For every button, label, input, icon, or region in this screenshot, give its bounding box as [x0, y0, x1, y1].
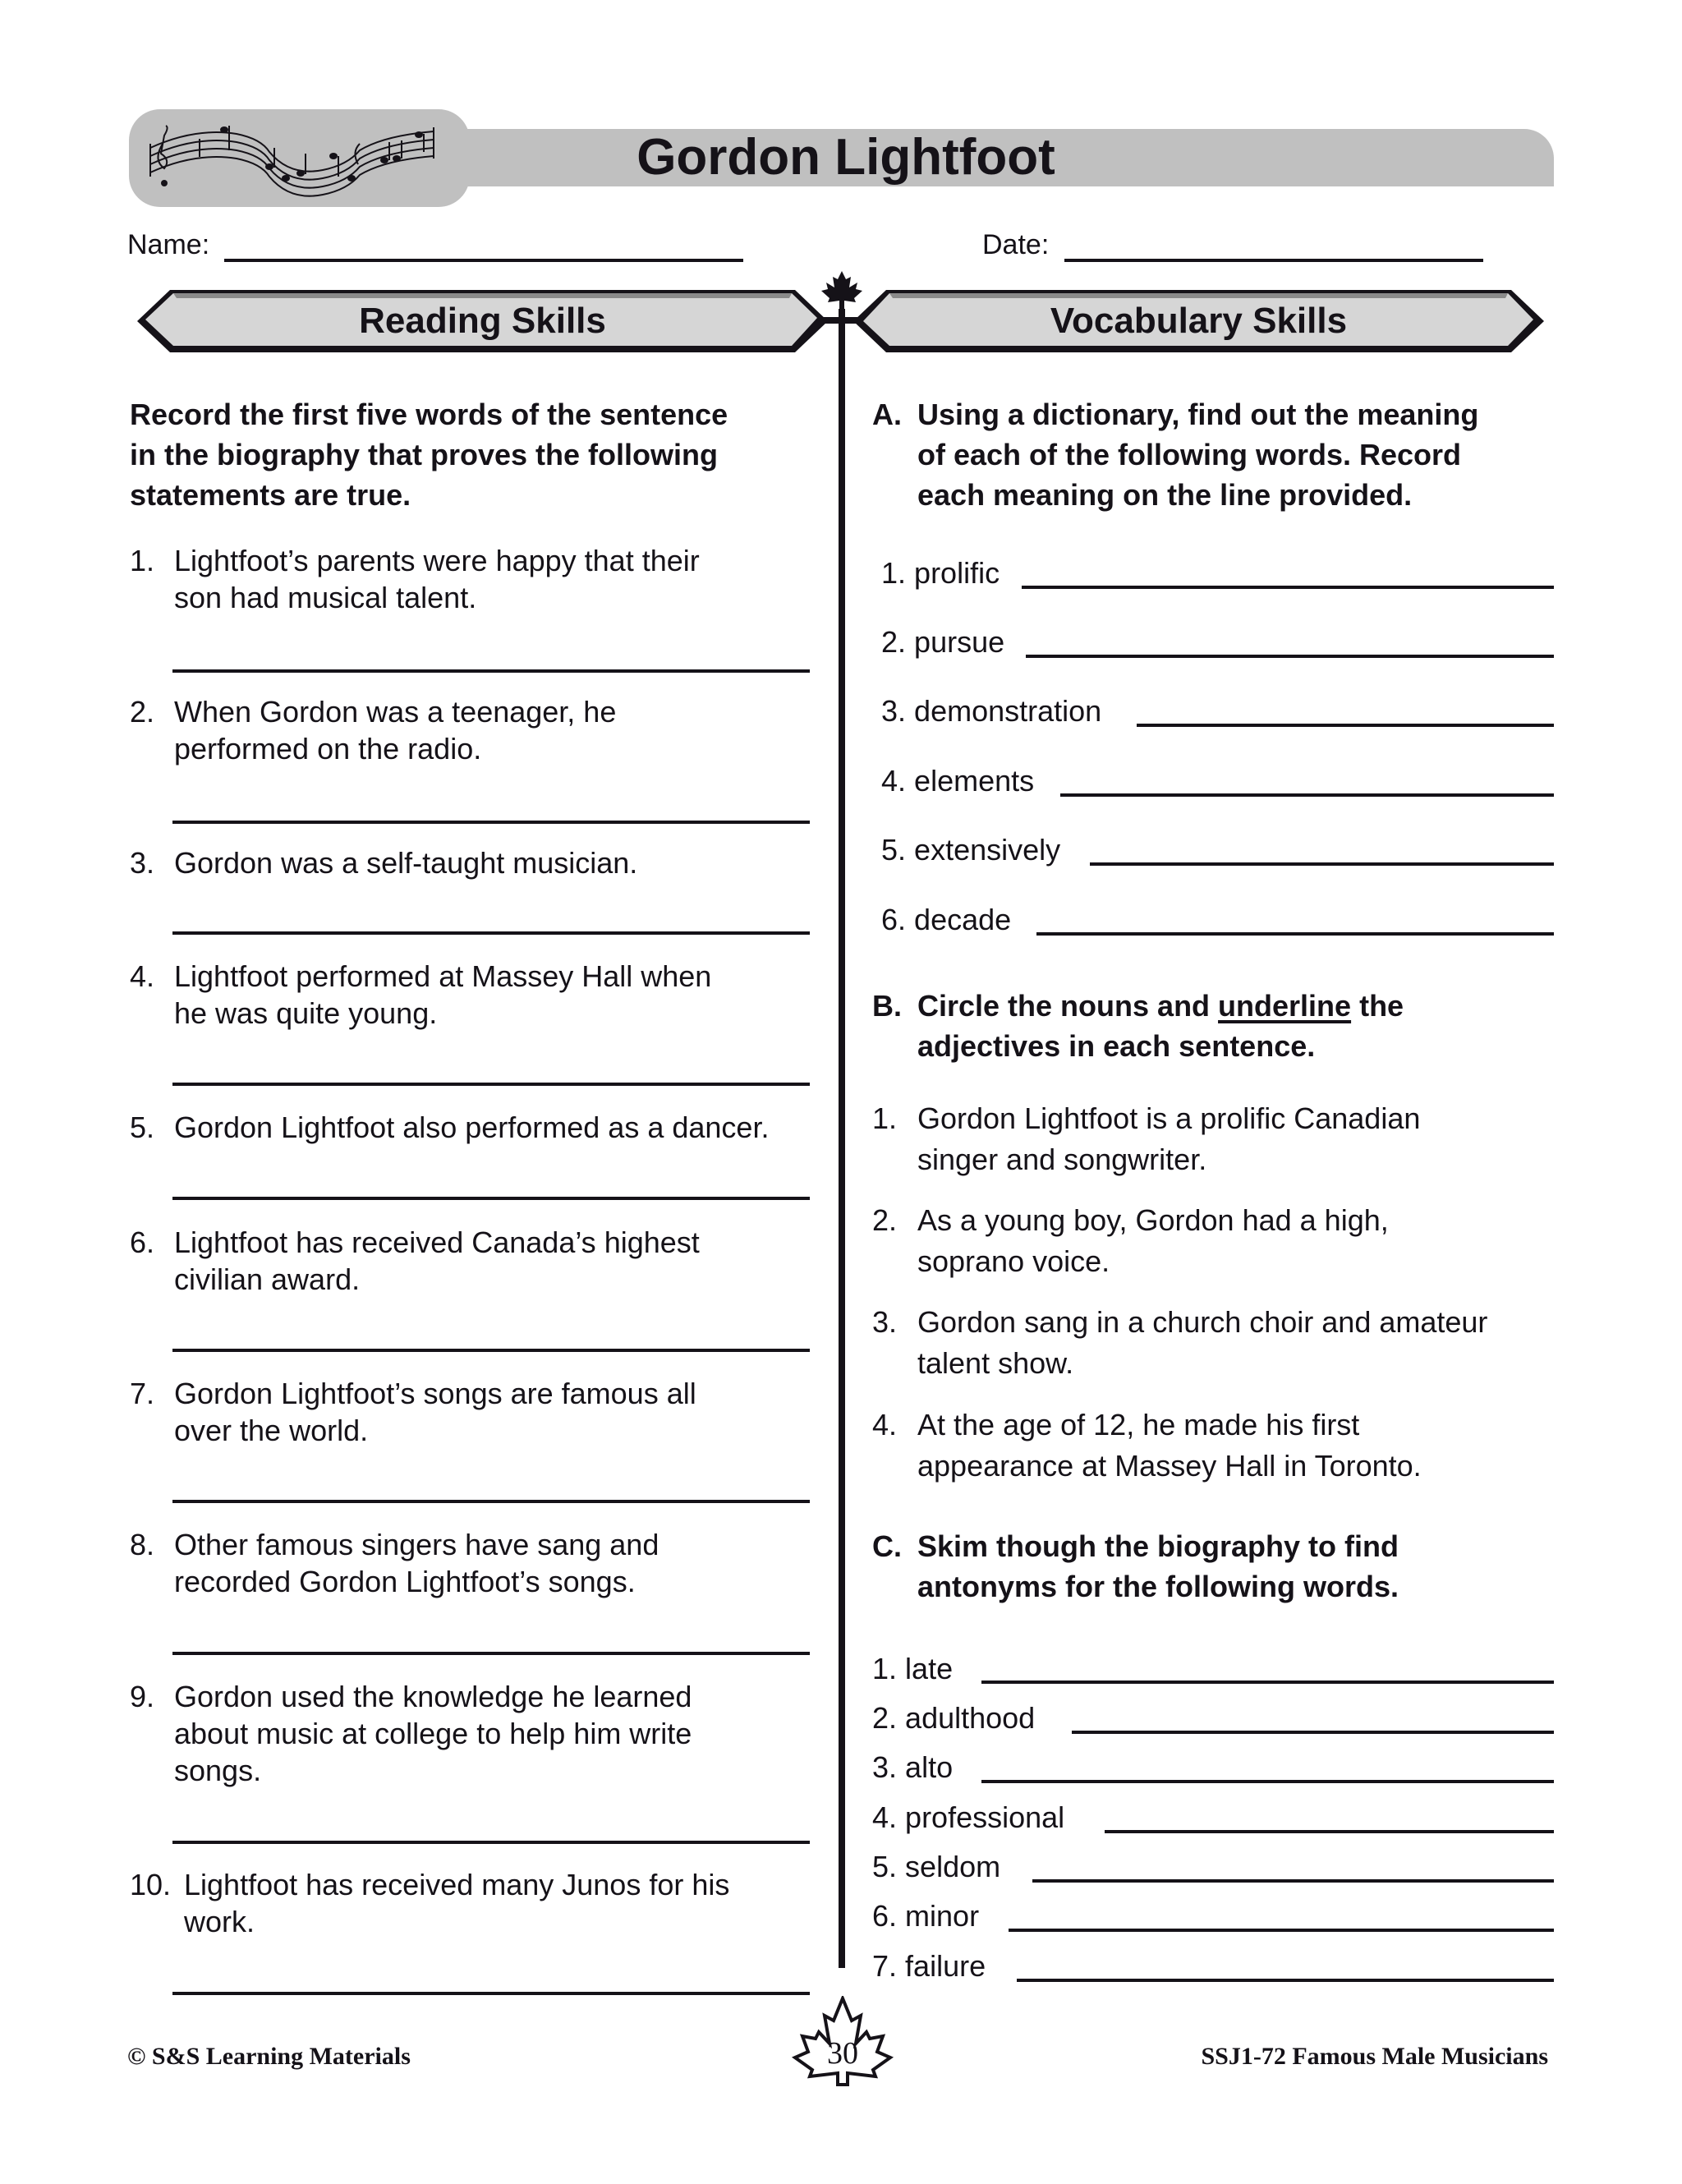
item-text: Gordon was a self-taught musician.: [174, 846, 638, 880]
item-number: 5.: [130, 1110, 155, 1144]
item-number: 5.: [872, 1850, 898, 1883]
antonym-word-6: [872, 1900, 979, 1933]
item-number: 7.: [872, 1949, 898, 1983]
sentence-text: Gordon Lightfoot is a prolific Canadian: [917, 1101, 1421, 1135]
item-text: Lightfoot has received Canada’s highest: [174, 1225, 700, 1259]
item-number: 6.: [130, 1225, 155, 1259]
item-number: 3.: [872, 1305, 898, 1339]
item-number: 1.: [881, 556, 907, 590]
antonym-word-5: [872, 1851, 1000, 1883]
answer-line-7[interactable]: [172, 1500, 810, 1503]
instruction-line: in the biography that proves the following: [130, 438, 719, 471]
instruction-line: Skim though the biography to find: [917, 1529, 1399, 1563]
item-text: Lightfoot performed at Massey Hall when: [174, 959, 712, 993]
sentence-text: At the age of 12, he made his first: [917, 1408, 1360, 1441]
music-staff-icon: [146, 119, 458, 197]
item-text: Lightfoot’s parents were happy that their: [174, 544, 700, 577]
instruction-line: adjectives in each sentence.: [917, 1029, 1316, 1063]
column-divider-post: [839, 309, 845, 1968]
vocab-word-1: [881, 557, 1000, 590]
antonym-answer-line-5[interactable]: [1032, 1879, 1554, 1883]
item-text: civilian award.: [174, 1262, 361, 1296]
vocab-word: prolific: [914, 556, 1000, 590]
item-text: When Gordon was a teenager, he: [174, 695, 617, 729]
vocab-answer-line-5[interactable]: [1090, 862, 1554, 866]
vocabulary-skills-label: Vocabulary Skills: [1050, 301, 1348, 341]
item-number: 5.: [881, 833, 907, 867]
name-label: Name:: [127, 229, 210, 260]
answer-line-3[interactable]: [172, 931, 810, 935]
antonym-answer-line-6[interactable]: [1009, 1929, 1554, 1932]
item-text: about music at college to help him write: [174, 1717, 692, 1750]
section-letter: C.: [872, 1529, 902, 1563]
vocab-word: demonstration: [914, 694, 1102, 728]
sentence-text: soprano voice.: [917, 1244, 1110, 1278]
antonym-word: seldom: [905, 1850, 1001, 1883]
date-label: Date:: [982, 229, 1050, 260]
vocab-word-3: [881, 695, 1101, 728]
item-number: 2.: [881, 625, 907, 659]
instruction-line: Record the first five words of the sentence: [130, 398, 728, 431]
vocab-word: decade: [914, 903, 1012, 936]
answer-line-4[interactable]: [172, 1083, 810, 1086]
item-text: Gordon used the knowledge he learned: [174, 1680, 692, 1713]
antonym-word: adulthood: [905, 1701, 1036, 1735]
instruction-text: Circle the nouns and: [917, 989, 1219, 1023]
answer-line-10[interactable]: [172, 1992, 810, 1995]
item-number: 1.: [872, 1101, 898, 1135]
answer-line-5[interactable]: [172, 1197, 810, 1200]
item-text: Other famous singers have sang and: [174, 1528, 659, 1561]
antonym-word: late: [905, 1652, 954, 1685]
name-field[interactable]: [224, 259, 743, 262]
item-number: 1.: [130, 544, 155, 577]
item-number: 2.: [872, 1701, 898, 1735]
item-number: 10.: [130, 1868, 172, 1901]
maple-leaf-outline-icon: [790, 1996, 895, 2086]
item-text: Lightfoot has received many Junos for his: [184, 1868, 730, 1901]
antonym-word-3: [872, 1751, 953, 1784]
item-number: 2.: [130, 695, 155, 729]
section-letter: B.: [872, 989, 902, 1023]
antonym-word: failure: [905, 1949, 986, 1983]
vocab-answer-line-2[interactable]: [1026, 655, 1554, 658]
item-number: 9.: [130, 1680, 155, 1713]
antonym-answer-line-3[interactable]: [981, 1780, 1554, 1783]
underlined-word: underline: [1218, 989, 1352, 1023]
antonym-word: minor: [905, 1899, 980, 1933]
item-number: 1.: [872, 1652, 898, 1685]
maple-leaf-icon: [820, 271, 864, 312]
item-text: over the world.: [174, 1414, 369, 1447]
sentence-text: As a young boy, Gordon had a high,: [917, 1203, 1389, 1237]
item-number: 3.: [872, 1750, 898, 1784]
item-text: performed on the radio.: [174, 732, 482, 766]
item-text: work.: [184, 1905, 255, 1938]
answer-line-6[interactable]: [172, 1349, 810, 1352]
antonym-answer-line-1[interactable]: [981, 1681, 1554, 1684]
answer-line-8[interactable]: [172, 1652, 810, 1655]
vocab-word: extensively: [914, 833, 1061, 867]
antonym-word-2: [872, 1702, 1035, 1735]
antonym-answer-line-4[interactable]: [1105, 1830, 1554, 1833]
item-number: 4.: [130, 959, 155, 993]
item-number: 8.: [130, 1528, 155, 1561]
vocabulary-skills-banner: [852, 288, 1546, 354]
item-number: 4.: [872, 1408, 898, 1441]
answer-line-2[interactable]: [172, 821, 810, 824]
antonym-word-7: [872, 1950, 986, 1983]
instruction-line: statements are true.: [130, 478, 411, 512]
instruction-line: of each of the following words. Record: [917, 438, 1462, 471]
item-number: 7.: [130, 1377, 155, 1410]
date-field[interactable]: [1064, 259, 1483, 262]
reading-skills-banner: [136, 288, 830, 354]
book-title: SSJ1-72 Famous Male Musicians: [1201, 2043, 1548, 2070]
vocab-word-2: [881, 626, 1004, 659]
instruction-line: each meaning on the line provided.: [917, 478, 1413, 512]
item-text: songs.: [174, 1754, 262, 1787]
antonym-answer-line-7[interactable]: [1017, 1979, 1554, 1982]
item-number: 6.: [872, 1899, 898, 1933]
answer-line-1[interactable]: [172, 669, 810, 673]
sentence-text: Gordon sang in a church choir and amateur: [917, 1305, 1488, 1339]
instruction-line: Using a dictionary, find out the meaning: [917, 398, 1479, 431]
vocab-word-6: [881, 903, 1011, 936]
page-title: Gordon Lightfoot: [636, 129, 1055, 186]
vocab-word-4: [881, 765, 1034, 798]
vocab-word-5: [881, 834, 1060, 867]
item-text: Gordon Lightfoot’s songs are famous all: [174, 1377, 696, 1410]
reading-instructions: [130, 394, 820, 515]
item-number: 6.: [881, 903, 907, 936]
item-text: Gordon Lightfoot also performed as a dancer.: [174, 1110, 770, 1144]
vocab-answer-line-6[interactable]: [1036, 932, 1554, 936]
vocab-word: elements: [914, 764, 1035, 798]
instruction-line: [917, 986, 1574, 1026]
vocab-answer-line-3[interactable]: [1137, 724, 1554, 727]
section-letter: A.: [872, 398, 902, 431]
item-text: he was quite young.: [174, 996, 438, 1030]
page-number: 30: [827, 2036, 858, 2071]
vocab-answer-line-1[interactable]: [1022, 586, 1554, 589]
item-number: 3.: [130, 846, 155, 880]
sentence-text: singer and songwriter.: [917, 1143, 1207, 1176]
answer-line-9[interactable]: [172, 1841, 810, 1844]
instruction-line: antonyms for the following words.: [917, 1570, 1399, 1603]
item-number: 4.: [872, 1800, 898, 1834]
antonym-word: alto: [905, 1750, 954, 1784]
instruction-text: the: [1351, 989, 1404, 1023]
antonym-word-1: [872, 1653, 953, 1685]
item-number: 3.: [881, 694, 907, 728]
antonym-word: professional: [905, 1800, 1065, 1834]
sentence-text: talent show.: [917, 1346, 1074, 1380]
copyright-text: © S&S Learning Materials: [127, 2043, 411, 2070]
antonym-word-4: [872, 1801, 1064, 1834]
sentence-text: appearance at Massey Hall in Toronto.: [917, 1449, 1422, 1483]
reading-skills-label: Reading Skills: [359, 301, 606, 341]
item-text: recorded Gordon Lightfoot’s songs.: [174, 1565, 636, 1598]
antonym-answer-line-2[interactable]: [1072, 1731, 1554, 1734]
item-text: son had musical talent.: [174, 581, 477, 614]
item-number: 2.: [872, 1203, 898, 1237]
vocab-answer-line-4[interactable]: [1060, 793, 1554, 797]
vocab-word: pursue: [914, 625, 1005, 659]
item-number: 4.: [881, 764, 907, 798]
